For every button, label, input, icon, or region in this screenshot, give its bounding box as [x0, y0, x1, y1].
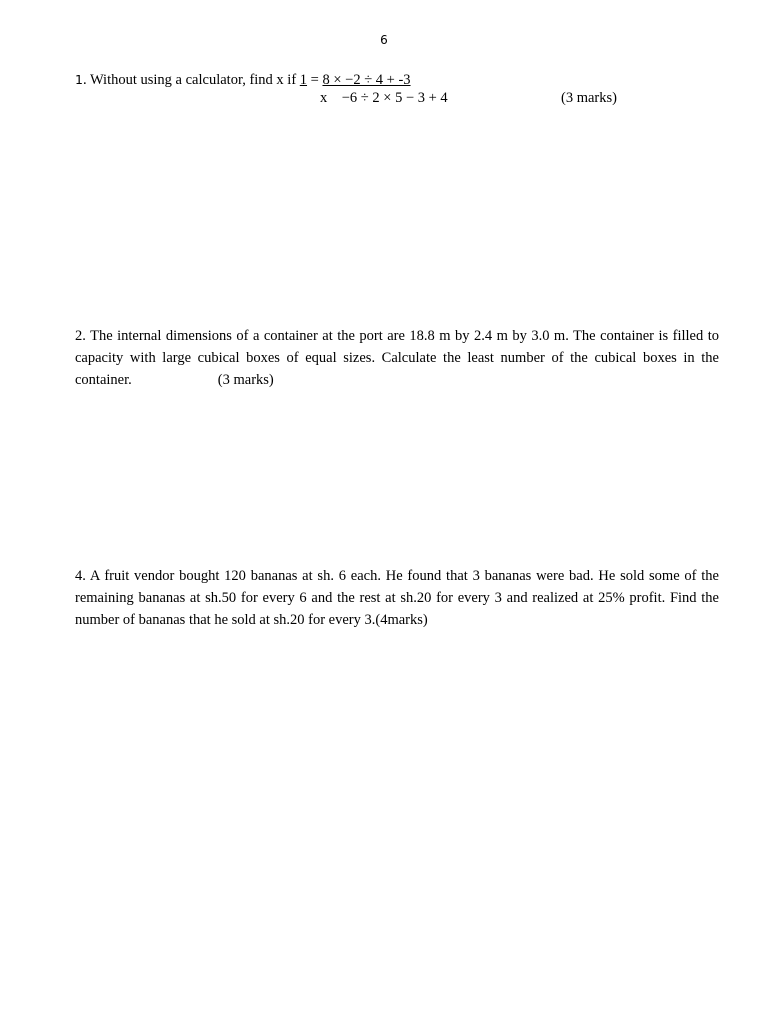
page-number: 6 — [380, 33, 388, 47]
question-4-text: 4. A fruit vendor bought 120 bananas at sh. 6 each. He found that 3 bananas were bad. He sold some of the remaining bananas at sh.50 for every 6 and the rest at sh.20 for every 3 and realized at 25% profit. Find the number of bananas that he sold at sh.20 for every 3.(4marks) — [75, 568, 719, 628]
fraction-rhs-denominator: −6 ÷ 2 × 5 − 3 + 4 — [341, 90, 448, 106]
question-2-marks: (3 marks) — [217, 372, 274, 388]
equals-sign: = — [307, 72, 323, 88]
question-4 — [75, 565, 719, 631]
question-2-text: 2. The internal dimensions of a container at the port are 18.8 m by 2.4 m by 3.0 m. The container is filled to capacity with large cubical boxes of equal sizes. Calculate the least number of the cubical boxes in the container. — [75, 328, 719, 388]
question-1-marks: (3 marks) — [561, 90, 617, 106]
question-1-number: 1 — [75, 72, 83, 87]
question-2 — [75, 325, 719, 391]
fraction-lhs-numerator: 1 — [299, 72, 308, 88]
fraction-lhs-denominator: x — [320, 90, 328, 106]
fraction-rhs-numerator: 8 × −2 ÷ 4 + -3 — [322, 72, 411, 88]
question-1-line — [75, 72, 411, 89]
question-1-denominators — [320, 90, 448, 107]
question-1 — [75, 72, 725, 112]
question-1-prompt: . Without using a calculator, find x if — [82, 72, 300, 88]
